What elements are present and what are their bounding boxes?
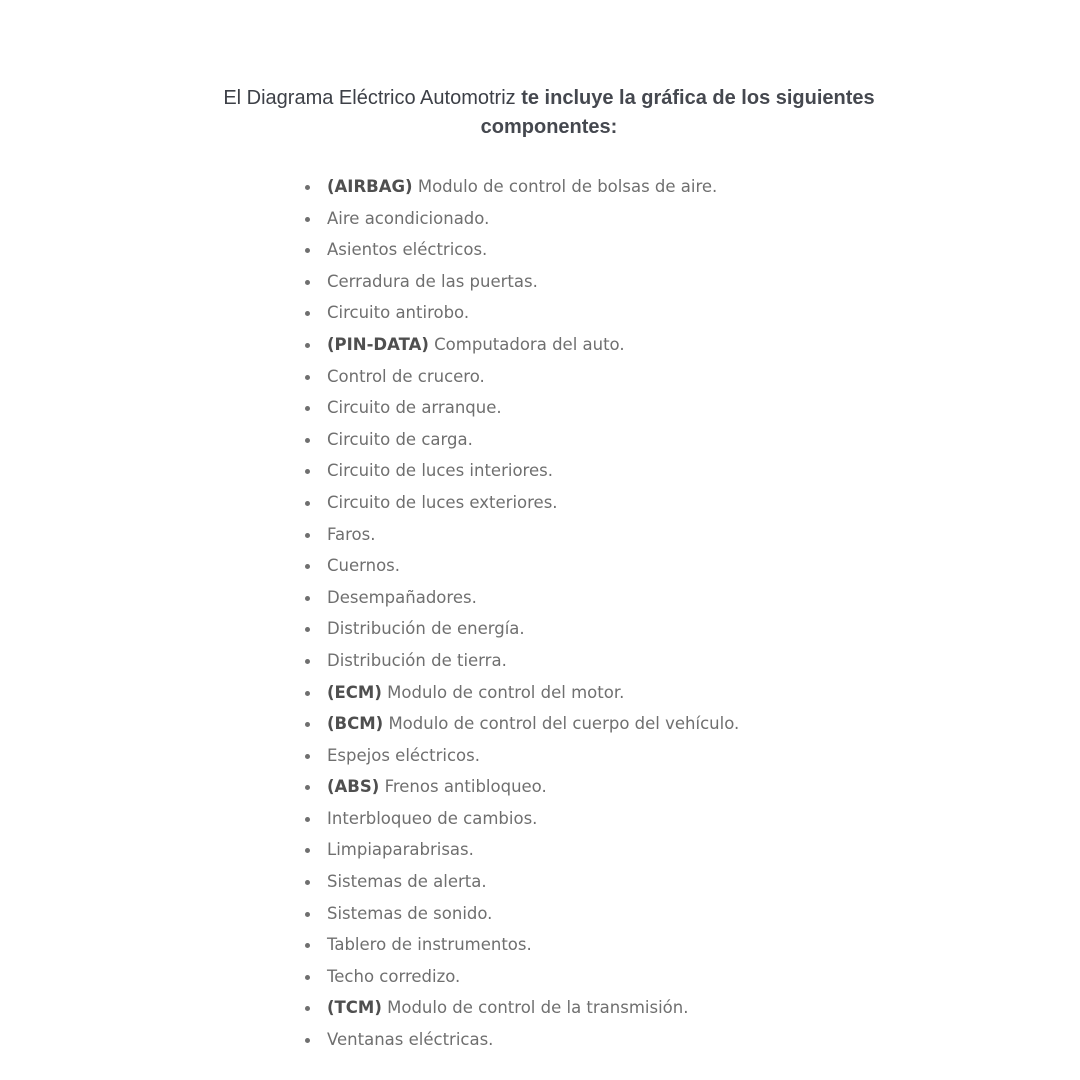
- list-item: [304, 994, 739, 1026]
- component-text: Desempañadores.: [327, 587, 477, 607]
- component-text: Modulo de control del cuerpo del vehículo.: [388, 714, 740, 734]
- bullet-icon: [305, 596, 310, 601]
- bullet-icon: [305, 438, 310, 443]
- list-item: [304, 331, 739, 363]
- bullet-icon: [305, 817, 310, 822]
- bullet-icon: [305, 943, 310, 948]
- list-item: [304, 679, 739, 711]
- bullet-icon: [305, 785, 310, 790]
- list-item: [304, 552, 739, 584]
- intro-normal-text: El Diagrama Eléctrico Automotriz: [223, 87, 516, 109]
- list-item: [304, 268, 739, 300]
- bullet-icon: [305, 311, 310, 316]
- component-text: Espejos eléctricos.: [327, 745, 480, 765]
- list-item: [304, 836, 739, 868]
- list-item: [304, 900, 739, 932]
- bullet-icon: [305, 564, 310, 569]
- bullet-icon: [305, 1038, 310, 1043]
- bullet-icon: [305, 185, 310, 190]
- list-item: [304, 205, 739, 237]
- component-text: Cerradura de las puertas.: [327, 271, 538, 291]
- component-text: Aire acondicionado.: [327, 208, 490, 228]
- list-item: [304, 931, 739, 963]
- component-text: Limpiaparabrisas.: [327, 840, 474, 860]
- bullet-icon: [305, 343, 310, 348]
- component-text: Distribución de energía.: [327, 619, 525, 639]
- component-text: Computadora del auto.: [434, 334, 625, 354]
- component-text: Control de crucero.: [327, 366, 485, 386]
- list-item: [304, 457, 739, 489]
- list-item: [304, 647, 739, 679]
- list-item: [304, 394, 739, 426]
- list-item: [304, 773, 739, 805]
- component-text: Faros.: [327, 524, 376, 544]
- component-code: (BCM): [327, 714, 384, 734]
- intro-bold-text: te incluye la gráfica de los siguientes componentes:: [480, 87, 875, 138]
- bullet-icon: [305, 217, 310, 222]
- component-text: Asientos eléctricos.: [327, 240, 488, 260]
- component-text: Interbloqueo de cambios.: [327, 808, 538, 828]
- list-item: [304, 236, 739, 268]
- bullet-icon: [305, 659, 310, 664]
- bullet-icon: [305, 880, 310, 885]
- bullet-icon: [305, 533, 310, 538]
- bullet-icon: [305, 848, 310, 853]
- intro-paragraph: [180, 84, 918, 142]
- component-text: Sistemas de sonido.: [327, 903, 493, 923]
- list-item: [304, 805, 739, 837]
- bullet-icon: [305, 248, 310, 253]
- component-text: Modulo de control de la transmisión.: [387, 998, 689, 1018]
- list-item: [304, 299, 739, 331]
- list-item: [304, 173, 739, 205]
- component-code: (TCM): [327, 998, 382, 1018]
- component-text: Circuito de luces exteriores.: [327, 492, 558, 512]
- list-item: [304, 742, 739, 774]
- list-item: [304, 710, 739, 742]
- bullet-icon: [305, 691, 310, 696]
- component-code: (ABS): [327, 777, 380, 797]
- list-item: [304, 521, 739, 553]
- bullet-icon: [305, 469, 310, 474]
- bullet-icon: [305, 912, 310, 917]
- component-code: (AIRBAG): [327, 177, 413, 196]
- list-item: [304, 963, 739, 995]
- component-text: Circuito antirobo.: [327, 303, 470, 323]
- list-item: [304, 615, 739, 647]
- components-list: [304, 173, 739, 1058]
- bullet-icon: [305, 375, 310, 380]
- component-text: Circuito de carga.: [327, 429, 473, 449]
- component-text: Ventanas eléctricas.: [327, 1030, 494, 1050]
- list-item: [304, 868, 739, 900]
- bullet-icon: [305, 975, 310, 980]
- bullet-icon: [305, 754, 310, 759]
- component-text: Cuernos.: [327, 556, 401, 576]
- list-item: [304, 584, 739, 616]
- component-code: (ECM): [327, 682, 382, 702]
- component-text: Circuito de luces interiores.: [327, 461, 553, 481]
- component-code: (PIN-DATA): [327, 334, 429, 354]
- component-text: Modulo de control del motor.: [387, 682, 625, 702]
- bullet-icon: [305, 280, 310, 285]
- component-text: Frenos antibloqueo.: [384, 777, 547, 797]
- component-text: Circuito de arranque.: [327, 398, 502, 418]
- component-text: Modulo de control de bolsas de aire.: [417, 177, 718, 196]
- bullet-icon: [305, 501, 310, 506]
- component-text: Tablero de instrumentos.: [327, 935, 532, 955]
- component-text: Sistemas de alerta.: [327, 872, 487, 892]
- list-item: [304, 489, 739, 521]
- list-item: [304, 363, 739, 395]
- bullet-icon: [305, 627, 310, 632]
- component-text: Distribución de tierra.: [327, 650, 507, 670]
- bullet-icon: [305, 722, 310, 727]
- list-item: [304, 1026, 739, 1058]
- list-item: [304, 426, 739, 458]
- bullet-icon: [305, 1006, 310, 1011]
- component-text: Techo corredizo.: [327, 966, 461, 986]
- bullet-icon: [305, 406, 310, 411]
